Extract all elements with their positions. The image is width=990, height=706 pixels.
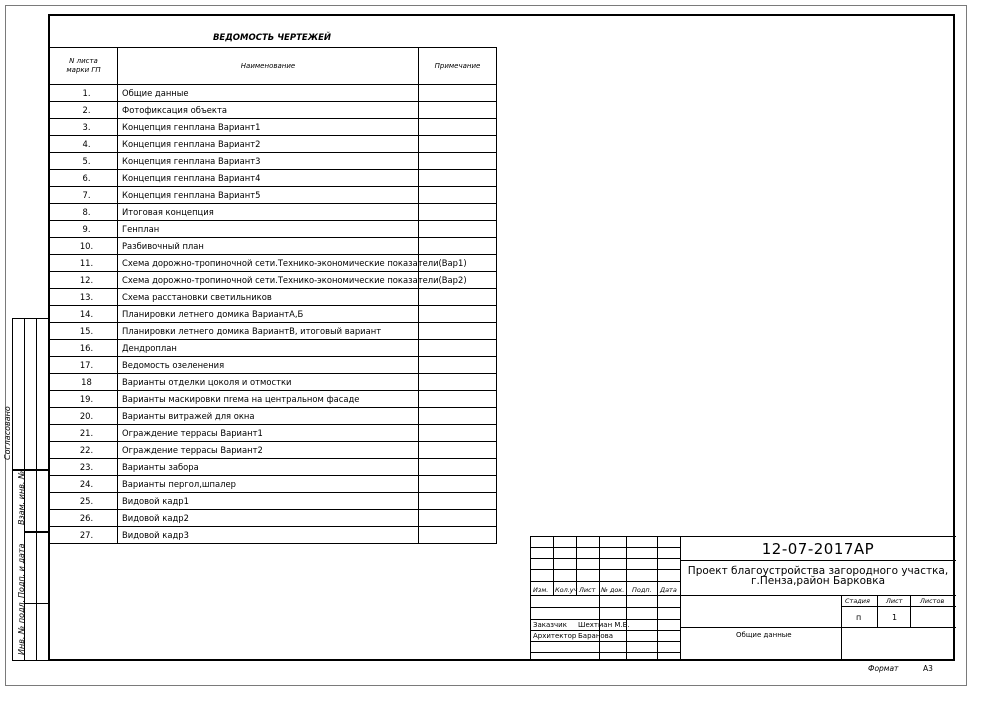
table-row [50,459,497,476]
note-cell [419,136,497,153]
strip-agreed-col [24,318,37,470]
sheet-number-cell: 19. [50,391,118,408]
table-header-row [50,48,497,85]
sheets-label: Листов [920,597,945,605]
project-name: Проект благоустройства загородного участка, г.Пенза,район Барковка [687,565,949,587]
col-header-doc: № док. [601,586,625,594]
sheet-number-cell: 15. [50,323,118,340]
sheet-name-cell: Дендроплан [118,340,419,357]
sheet-number-cell: 25. [50,493,118,510]
sheet-no-header: N листа марки ГП [50,48,118,85]
table-row [50,238,497,255]
sheet-name-cell: Генплан [118,221,419,238]
col-header-date: Дата [660,586,677,594]
table-row [50,374,497,391]
drawing-list-table [49,47,497,544]
sheet-number-cell: 22. [50,442,118,459]
sheet-number-cell: 8. [50,204,118,221]
sheet-name-cell: Варианты забора [118,459,419,476]
note-header: Примечание [419,48,497,85]
sheet-name-cell: Варианты маскировки пrема на центральном фасаде [118,391,419,408]
col-header-kol: Кол.уч [555,586,578,594]
note-cell [419,408,497,425]
name-header: Наименование [118,48,419,85]
table-row [50,493,497,510]
sheet-number-cell: 2. [50,102,118,119]
table-row [50,340,497,357]
format-label: Формат [868,664,899,673]
sheet-number-cell: 26. [50,510,118,527]
sheet-number-cell: 17. [50,357,118,374]
col-header-sign: Подп. [632,586,652,594]
note-cell [419,204,497,221]
note-cell [419,119,497,136]
stage-value: п [856,613,862,622]
inv-no-original-label: Инв. № подл. [17,599,26,655]
sheet-label: Лист [886,597,903,605]
inv-no-replaced-label: Взам. инв. № [17,470,26,525]
table-row [50,255,497,272]
note-cell [419,391,497,408]
sheet-number-cell: 14. [50,306,118,323]
note-cell [419,476,497,493]
note-cell [419,493,497,510]
sheet-number-cell: 23. [50,459,118,476]
strip-mid-row [24,470,49,532]
sheet-number-cell: 27. [50,527,118,544]
sheet-title: Общие данные [736,631,792,639]
sheet-number-cell: 11. [50,255,118,272]
sheet-number-cell: 24. [50,476,118,493]
sheet-name-cell: Схема дорожно-тропиночной сети.Технико-экономические показатели(Вар1) [118,255,419,272]
table-row [50,527,497,544]
note-cell [419,85,497,102]
sheet-name-cell: Планировки летнего домика ВариантВ, итоговый вариант [118,323,419,340]
agreed-label: Согласовано [3,406,12,460]
sheet-name-cell: Концепция генплана Вариант3 [118,153,419,170]
note-cell [419,153,497,170]
sheet-name-cell: Схема расстановки светильников [118,289,419,306]
note-cell [419,357,497,374]
sheet-number-cell: 13. [50,289,118,306]
table-row [50,102,497,119]
sheet-number-cell: 20. [50,408,118,425]
sheet-name-cell: Видовой кадр3 [118,527,419,544]
signature-date-label: Подп. и дата [17,543,26,598]
architect-label: Архитектор [533,632,577,640]
col-header-list: Лист [579,586,596,594]
architect-name: Баранова [578,632,614,640]
table-row [50,119,497,136]
table-row [50,408,497,425]
sheet-name-cell: Ведомость озеленения [118,357,419,374]
sheet-name-cell: Схема дорожно-тропиночной сети.Технико-экономические показатели(Вар2) [118,272,419,289]
sheet-number-cell: 1. [50,85,118,102]
sheet-name-cell: Концепция генплана Вариант2 [118,136,419,153]
note-cell [419,323,497,340]
table-row [50,442,497,459]
table-row [50,510,497,527]
note-cell [419,510,497,527]
sheet-number-cell: 18 [50,374,118,391]
sheet-number-cell: 4. [50,136,118,153]
sheet-name-cell: Итоговая концепция [118,204,419,221]
table-row [50,289,497,306]
note-cell [419,459,497,476]
note-cell [419,527,497,544]
table-row [50,187,497,204]
sheet-number-cell: 12. [50,272,118,289]
sheet-name-cell: Варианты отделки цоколя и отмостки [118,374,419,391]
customer-label: Заказчик [533,621,567,629]
sheet-name-cell: Концепция генплана Вариант1 [118,119,419,136]
sheet-name-cell: Фотофиксация объекта [118,102,419,119]
table-row [50,306,497,323]
note-cell [419,442,497,459]
table-row [50,272,497,289]
sheet-name-cell: Варианты пергол,шпалер [118,476,419,493]
table-row [50,357,497,374]
document-code: 12-07-2017АР [761,540,875,558]
sheet-name-cell: Ограждение террасы Вариант1 [118,425,419,442]
table-row [50,425,497,442]
customer-name: Шехтман М.Б. [578,621,630,629]
sheet-name-cell: Варианты витражей для окна [118,408,419,425]
sheet-name-cell: Разбивочный план [118,238,419,255]
sheet-number-cell: 3. [50,119,118,136]
note-cell [419,425,497,442]
table-row [50,476,497,493]
table-row [50,323,497,340]
sheet-name-cell: Концепция генплана Вариант5 [118,187,419,204]
sheet-name-cell: Видовой кадр1 [118,493,419,510]
sheet-number-cell: 5. [50,153,118,170]
sheet-name-cell: Ограждение террасы Вариант2 [118,442,419,459]
sheet-value: 1 [892,613,898,622]
note-cell [419,289,497,306]
sheet-number-cell: 10. [50,238,118,255]
sheet-number-cell: 9. [50,221,118,238]
table-row [50,221,497,238]
format-value: А3 [923,664,933,673]
table-row [50,391,497,408]
drawing-list-body [50,85,497,544]
table-row [50,85,497,102]
sheet-number-cell: 6. [50,170,118,187]
col-header-izm: Изм. [533,586,549,594]
note-cell [419,374,497,391]
stage-label: Стадия [845,597,870,605]
note-cell [419,306,497,323]
table-row [50,136,497,153]
sheet-name-cell: Планировки летнего домика ВариантА,Б [118,306,419,323]
sheet-number-cell: 16. [50,340,118,357]
table-row [50,204,497,221]
note-cell [419,221,497,238]
note-cell [419,238,497,255]
table-row [50,170,497,187]
note-cell [419,170,497,187]
note-cell [419,187,497,204]
drawing-list-title: ВЕДОМОСТЬ ЧЕРТЕЖЕЙ [212,33,332,43]
table-row [50,153,497,170]
sheet-name-cell: Общие данные [118,85,419,102]
sheet-number-cell: 7. [50,187,118,204]
note-cell [419,340,497,357]
sheet-name-cell: Концепция генплана Вариант4 [118,170,419,187]
strip-mid-row2 [24,532,49,604]
sheet-number-cell: 21. [50,425,118,442]
note-cell [419,102,497,119]
sheet-name-cell: Видовой кадр2 [118,510,419,527]
